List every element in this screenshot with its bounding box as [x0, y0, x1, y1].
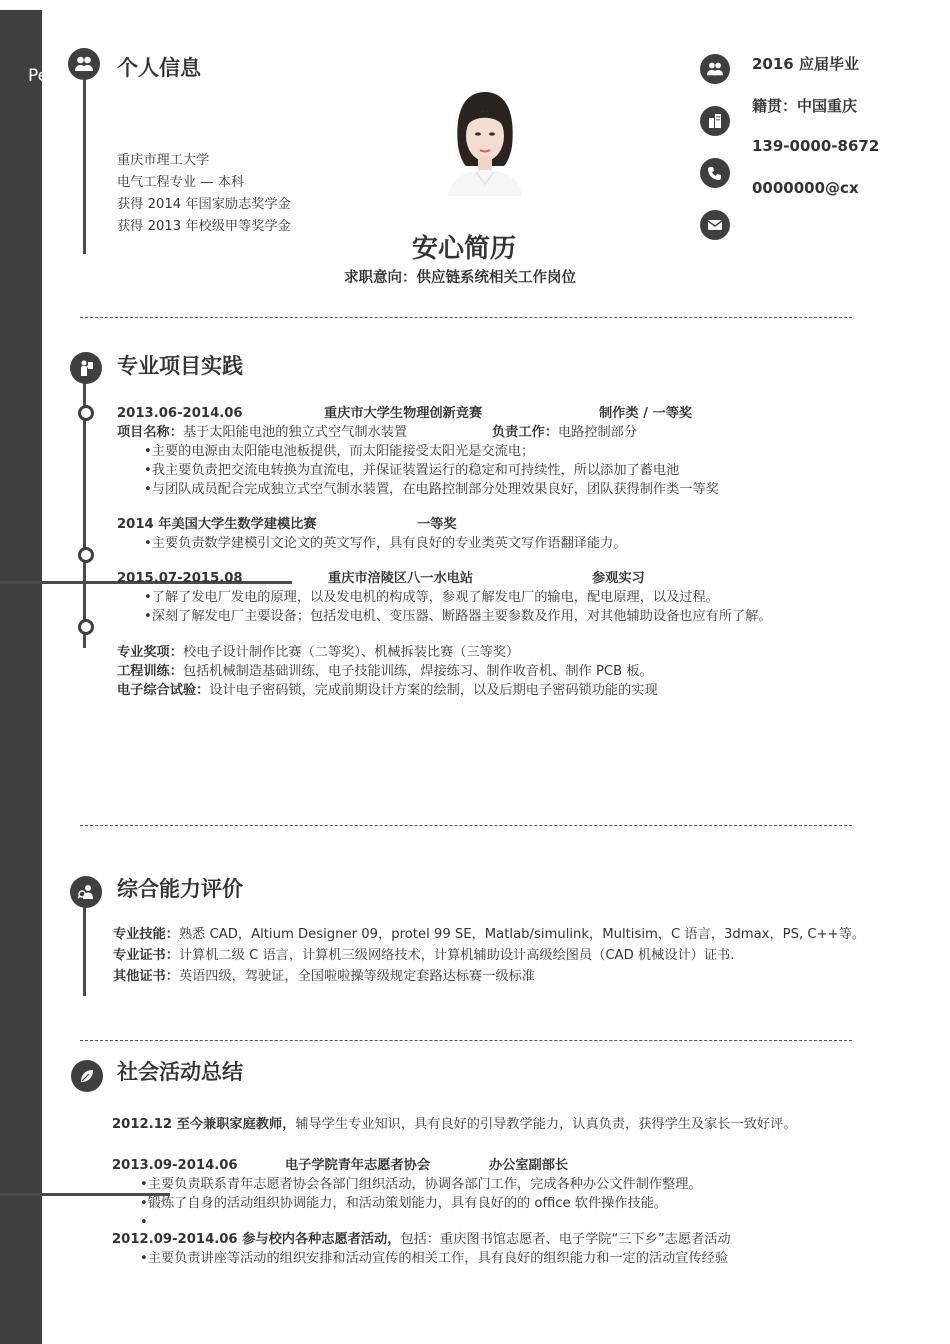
p2-award: 一等奖 [417, 517, 457, 532]
section-title-projects: 专业项目实践 [117, 354, 243, 378]
activity-2-bullet-1: •主要负责联系青年志愿者协会各部门组织活动，协调各部门工作，完成各种办公文件制作整理。 [140, 1177, 702, 1192]
timeline-node-3 [78, 619, 94, 635]
resume-name: 安心简历 [412, 234, 517, 264]
sidebar-mark: Pe [28, 66, 49, 86]
project-extras [117, 643, 658, 700]
timeline-line-abilities [83, 896, 86, 996]
timeline-node-1 [78, 405, 94, 421]
section-title-profile: 个人信息 [117, 56, 201, 80]
activity-1 [112, 1115, 796, 1134]
p1-role-value: 电路控制部分 [557, 425, 638, 440]
p3-bullets [144, 588, 772, 626]
p1-name-value: 基于太阳能电池的独立式空气制水装置 [182, 425, 408, 440]
building-icon [700, 106, 730, 136]
p1-date: 2013.06-2014.06 [117, 406, 243, 421]
p3-bullet-1: •了解了发电厂发电的原理，以及发电机的构成等，参观了解发电厂的输电，配电原理，以及过程。 [144, 590, 719, 605]
profile-photo [440, 86, 530, 196]
ability-certificates: 专业证书：计算机二级 C 语言，计算机三级网络技术，计算机辅助设计高级绘图员（CAD 机械设计）证书. [113, 948, 735, 963]
activity-2-org: 电子学院青年志愿者协会 [285, 1158, 431, 1173]
p1-name-label: 项目名称： [117, 425, 183, 440]
extra-awards: 专业奖项：校电子设计制作比赛（二等奖）、机械拆装比赛（三等奖） [117, 645, 520, 660]
activity-1-lead: 2012.12 至今兼职家庭教师， [112, 1117, 296, 1132]
p1-bullet-1: •主要的电源由太阳能电池板提供，而太阳能接受太阳光是交流电； [144, 444, 535, 459]
p3-bullet-2: •深刻了解发电厂主要设备；包括发电机、变压器、断路器主要参数及作用，对其他辅助设备也应有所了解。 [144, 609, 772, 624]
activity-2-role: 办公室副部长 [489, 1158, 569, 1173]
leaf-icon [71, 1060, 103, 1092]
p2-bullet: •主要负责数学建模引文论文的英文写作，具有良好的专业类英文写作语翻译能力。 [144, 536, 627, 551]
ability-other-certificates: 其他证书：英语四级，驾驶证，全国啦啦操等级规定套路达标赛一级标准 [113, 969, 535, 984]
job-objective: 求职意向：供应链系统相关工作岗位 [344, 270, 576, 286]
profile-award-2: 获得 2013 年校级甲等奖学金 [117, 219, 291, 234]
left-sidebar-bar [0, 10, 42, 1344]
p1-bullet-2: •我主要负责把交流电转换为直流电，并保证装置运行的稳定和可持续性，所以添加了蓄电池 [144, 463, 680, 478]
activity-1-text: 辅导学生专业知识，具有良好的引导教学能力，认真负责，获得学生及家长一致好评。 [295, 1117, 797, 1132]
timeline-line-profile [83, 66, 86, 254]
ability-list [113, 924, 865, 987]
p3-award: 参观实习 [592, 571, 645, 586]
p1-bullet-3: •与团队成员配合完成独立式空气制水装置，在电路控制部分处理效果良好，团队获得制作类一等奖 [144, 482, 719, 497]
contact-email[interactable]: 0000000@cx [752, 179, 859, 197]
p1-role-line [492, 423, 637, 442]
divider-2 [80, 825, 852, 826]
person-search-icon [70, 876, 102, 908]
p1-bullets [144, 442, 719, 499]
divider-3 [80, 1040, 852, 1041]
profile-lines [117, 150, 291, 238]
section-title-activities: 社会活动总结 [117, 1060, 243, 1084]
activity-2-bullets [140, 1175, 702, 1232]
people-icon [68, 48, 100, 80]
activity-3 [112, 1230, 731, 1249]
activity-3-text: 包括：重庆图书馆志愿者、电子学院“三下乡”志愿者活动 [400, 1232, 731, 1247]
p2-event: 2014 年美国大学生数学建模比赛 [117, 517, 317, 532]
extra-experiment: 电子综合试验：设计电子密码锁，完成前期设计方案的绘制，以及后期电子密码锁功能的实现 [117, 683, 658, 698]
activity-3-bullet: •主要负责讲座等活动的组织安排和活动宣传的相关工作，具有良好的组织能力和一定的活动宣传经验 [140, 1251, 729, 1266]
phone-icon [700, 158, 730, 188]
divider-1 [80, 317, 852, 318]
ability-skills: 专业技能：熟悉 CAD，Altium Designer 09，protel 99 SE，Matlab/simulink，Multisim，C 语言，3dmax，PS, C++等。 [113, 927, 866, 942]
profile-school: 重庆市理工大学 [117, 153, 210, 168]
p3-date: 2015.07-2015.08 [117, 571, 243, 586]
section-title-abilities: 综合能力评价 [117, 877, 243, 901]
profile-award-1: 获得 2014 年国家励志奖学金 [117, 197, 291, 212]
activity-3-lead: 2012.09-2014.06 参与校内各种志愿者活动， [112, 1232, 401, 1247]
p1-event: 重庆市大学生物理创新竞赛 [324, 406, 483, 421]
graduate-icon [700, 54, 730, 84]
profile-major: 电气工程专业 — 本科 [117, 175, 245, 190]
p1-role-label: 负责工作： [492, 425, 558, 440]
p1-award: 制作类 / 一等奖 [599, 406, 693, 421]
activity-2-bullet-3: • [140, 1215, 148, 1230]
contact-graduation: 2016 应届毕业 [752, 55, 859, 73]
activity-2-bullet-2: •锻炼了自身的活动组织协调能力，和活动策划能力，具有良好的的 office 软件操作技能。 [140, 1196, 668, 1211]
p3-event: 重庆市涪陵区八一水电站 [328, 571, 474, 586]
timeline-node-2 [78, 547, 94, 563]
mail-icon [700, 210, 730, 240]
contact-phone[interactable]: 139-0000-8672 [752, 137, 880, 155]
extra-training: 工程训练：包括机械制造基础训练，电子技能训练，焊接练习、制作收音机、制作 PCB 板。 [117, 664, 653, 679]
activity-2-date: 2013.09-2014.06 [112, 1158, 238, 1173]
contact-hometown: 籍贯：中国重庆 [752, 97, 858, 115]
p1-name-line [117, 423, 407, 442]
presenter-icon [70, 352, 102, 384]
